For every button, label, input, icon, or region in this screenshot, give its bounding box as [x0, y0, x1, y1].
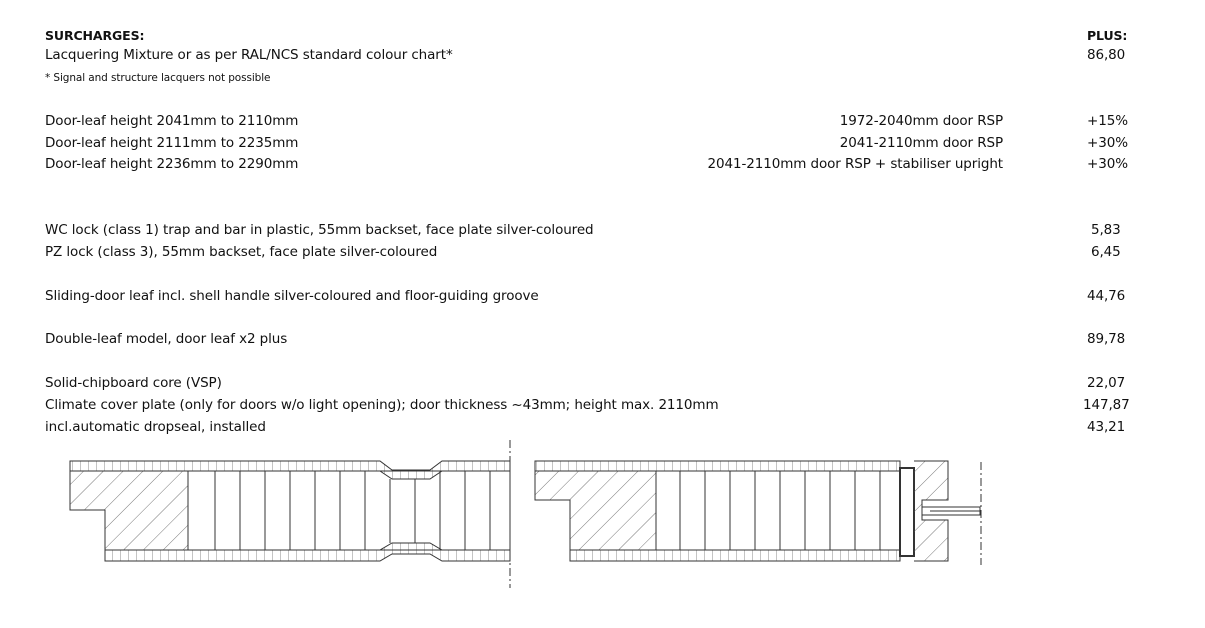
double-leaf-label: Double-leaf model, door leaf x2 plus: [45, 331, 288, 347]
height-row-note: 2041-2110mm door RSP: [839, 135, 1003, 151]
double-leaf-price: 89,78: [1087, 331, 1126, 347]
sliding-price: 44,76: [1087, 288, 1126, 304]
left-door-section: [70, 440, 510, 588]
height-row-label: Door-leaf height 2111mm to 2235mm: [45, 135, 299, 151]
extras-row-label: Solid-chipboard core (VSP): [45, 375, 222, 391]
sliding-label: Sliding-door leaf incl. shell handle silver-coloured and floor-guiding groove: [45, 288, 539, 304]
lock-row-label: PZ lock (class 3), 55mm backset, face plate silver-coloured: [45, 244, 438, 260]
lock-row-label: WC lock (class 1) trap and bar in plastic, 55mm backset, face plate silver-coloured: [45, 222, 594, 238]
height-row-label: Door-leaf height 2041mm to 2110mm: [45, 113, 299, 129]
lock-row-price: 5,83: [1091, 222, 1121, 238]
surcharges-heading: SURCHARGES:: [45, 28, 145, 43]
height-row-note: 2041-2110mm door RSP + stabiliser upright: [707, 156, 1003, 172]
extras-row-price: 147,87: [1083, 397, 1130, 413]
extras-row-price: 22,07: [1087, 375, 1126, 391]
lock-row-price: 6,45: [1091, 244, 1121, 260]
height-row-price: +30%: [1087, 156, 1128, 172]
height-row-price: +15%: [1087, 113, 1128, 129]
extras-row-label: Climate cover plate (only for doors w/o light opening); door thickness ~43mm; height max. 2110mm: [45, 397, 719, 413]
lacquer-price: 86,80: [1087, 47, 1126, 63]
height-row-note: 1972-2040mm door RSP: [839, 113, 1003, 129]
height-row-label: Door-leaf height 2236mm to 2290mm: [45, 156, 299, 172]
right-door-section: [535, 461, 981, 565]
plus-heading: PLUS:: [1087, 28, 1128, 43]
extras-row-price: 43,21: [1087, 419, 1126, 435]
extras-row-label: incl.automatic dropseal, installed: [45, 419, 266, 435]
height-row-price: +30%: [1087, 135, 1128, 151]
lacquer-footnote: * Signal and structure lacquers not possible: [45, 72, 271, 84]
lacquer-label: Lacquering Mixture or as per RAL/NCS standard colour chart*: [45, 47, 453, 63]
